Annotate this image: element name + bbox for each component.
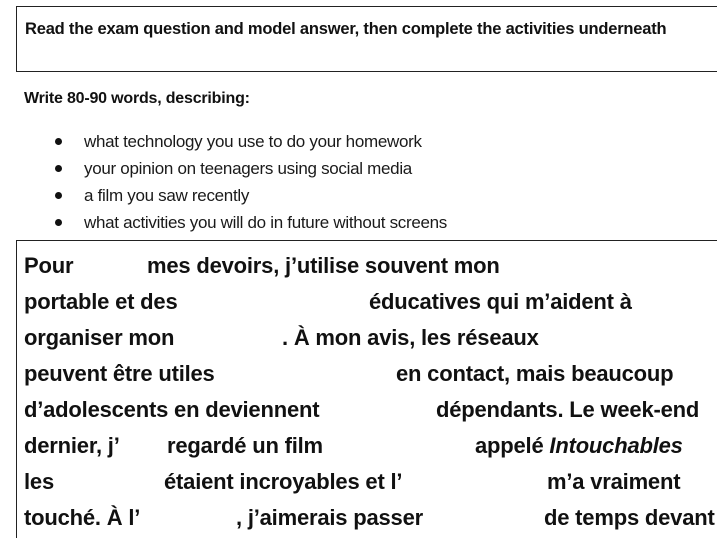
answer-segment: dernier, j’ xyxy=(24,433,120,458)
answer-segment: appelé Intouchables xyxy=(475,433,683,458)
answer-segment: d’adolescents en deviennent xyxy=(24,397,320,422)
answer-line xyxy=(0,464,717,500)
answer-segment: mes devoirs, j’utilise souvent mon xyxy=(147,253,500,278)
answer-line xyxy=(0,500,717,536)
task-bullet-text: what technology you use to do your homework xyxy=(84,132,422,151)
answer-line xyxy=(0,428,717,464)
answer-segment: , j’aimerais passer xyxy=(236,505,423,530)
answer-segment: organiser mon xyxy=(24,325,175,350)
answer-segment: Pour xyxy=(24,253,74,278)
answer-segment: peuvent être utiles xyxy=(24,361,215,386)
answer-segment: dépendants. Le week-end xyxy=(436,397,700,422)
answer-segment: m’a vraiment xyxy=(547,469,681,494)
bullet-icon xyxy=(55,138,62,145)
bullet-icon xyxy=(55,165,62,172)
answer-segment: de temps devant xyxy=(544,505,715,530)
answer-line xyxy=(0,320,717,356)
answer-segment: étaient incroyables et l’ xyxy=(164,469,403,494)
answer-line xyxy=(0,356,717,392)
answer-segment: les xyxy=(24,469,54,494)
answer-segment: . À mon avis, les réseaux xyxy=(282,325,539,350)
answer-line xyxy=(0,284,717,320)
task-bullet-text: a film you saw recently xyxy=(84,186,250,205)
task-bullet-text: your opinion on teenagers using social media xyxy=(84,159,412,178)
film-title: Intouchables xyxy=(549,433,683,458)
answer-segment: regardé un film xyxy=(167,433,323,458)
answer-segment: éducatives qui m’aident à xyxy=(369,289,632,314)
answer-line xyxy=(0,392,717,428)
answer-line xyxy=(0,248,717,284)
task-heading: Write 80-90 words, describing: xyxy=(24,90,250,107)
instruction-text: Read the exam question and model answer, then complete the activities underneath xyxy=(25,20,667,38)
instruction-box xyxy=(16,6,717,72)
answer-segment: portable et des xyxy=(24,289,178,314)
answer-segment: touché. À l’ xyxy=(24,505,141,530)
answer-segment: en contact, mais beaucoup xyxy=(396,361,674,386)
bullet-icon xyxy=(55,219,62,226)
task-bullet-text: what activities you will do in future without screens xyxy=(84,213,447,232)
bullet-icon xyxy=(55,192,62,199)
